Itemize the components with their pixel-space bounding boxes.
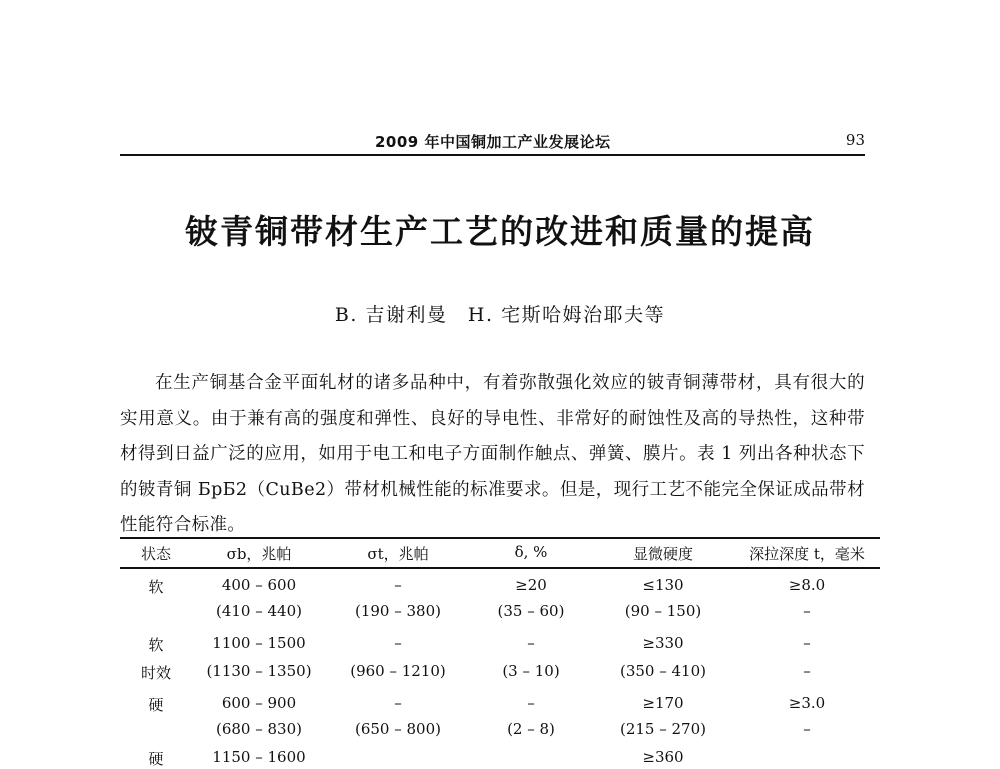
table-cell: 1150 – 1600 <box>212 748 306 766</box>
table-cell: (960 – 1210) <box>350 662 446 680</box>
table-cell: (215 – 270) <box>619 720 706 738</box>
column-header: 状态 <box>140 545 171 563</box>
table-cell: ≥170 <box>642 694 684 712</box>
intro-paragraph: 在生产铜基合金平面轧材的诸多品种中，有着弥散强化效应的铍青铜薄带材，具有很大的实用意义。由于兼有高的强度和弹性、良好的导电性、非常好的耐蚀性及高的导热性，这种带材得到日益广泛的应用，如用于电工和电子方面制作触点、弹簧、膜片。表 1 列出各种状态下的铍青铜 БрБ2（CuBe2）带材机械性能的标准要求。但是，现行工艺不能完全保证成品带材性能符合标准。 <box>120 373 865 535</box>
table-cell: ≥330 <box>642 634 684 652</box>
journal-name: 2009 年中国铜加工产业发展论坛 <box>375 133 611 151</box>
table-cell: 软 <box>148 578 164 596</box>
table-cell: 1100 – 1500 <box>212 634 306 652</box>
column-header: σt，兆帕 <box>367 545 429 563</box>
table-cell: (1130 – 1350) <box>206 662 312 680</box>
table-cell: – <box>527 694 535 712</box>
running-header <box>120 128 865 156</box>
table-cell: 软 <box>148 636 164 654</box>
table-cell: 600 – 900 <box>221 694 297 712</box>
paper-title: 铍青铜带材生产工艺的改进和质量的提高 <box>185 212 815 251</box>
column-header: 深拉深度 t，毫米 <box>749 545 865 563</box>
table-cell: ≥20 <box>515 576 547 594</box>
table-cell: – <box>394 694 402 712</box>
table-cell: (35 – 60) <box>497 602 565 620</box>
table-cell: – <box>527 634 535 652</box>
table-cell: ≥8.0 <box>788 576 826 594</box>
paper-authors: B. 吉谢利曼 H. 宅斯哈姆治耶夫等 <box>334 304 666 326</box>
table-cell: – <box>803 634 811 652</box>
table-header-rule <box>120 567 880 569</box>
column-header: σb，兆帕 <box>226 545 292 563</box>
table-cell: (2 – 8) <box>507 720 555 738</box>
column-header: 显微硬度 <box>632 545 693 563</box>
table-cell: (90 – 150) <box>624 602 702 620</box>
table-cell: ≥3.0 <box>788 694 826 712</box>
table-cell: (350 – 410) <box>619 662 706 680</box>
page-number: 93 <box>845 131 865 149</box>
table-cell: – <box>803 662 811 680</box>
table-cell: ≤130 <box>642 576 684 594</box>
table-cell: – <box>394 576 402 594</box>
table-cell: – <box>394 634 402 652</box>
table-cell: (650 – 800) <box>354 720 441 738</box>
table-cell: (3 – 10) <box>502 662 560 680</box>
table-cell: 时效 <box>140 664 171 682</box>
table-cell: 硬 <box>148 696 164 714</box>
table-cell: ≥360 <box>642 748 684 766</box>
table-cell: 400 – 600 <box>221 576 297 594</box>
table-top-rule <box>120 537 880 539</box>
table-cell: (410 – 440) <box>215 602 302 620</box>
table-cell: (190 – 380) <box>354 602 441 620</box>
table-cell: 硬 <box>148 750 164 768</box>
table-cell: (680 – 830) <box>215 720 302 738</box>
table-cell: – <box>803 602 811 620</box>
table-cell: – <box>803 720 811 738</box>
column-header: δ, % <box>514 543 548 561</box>
